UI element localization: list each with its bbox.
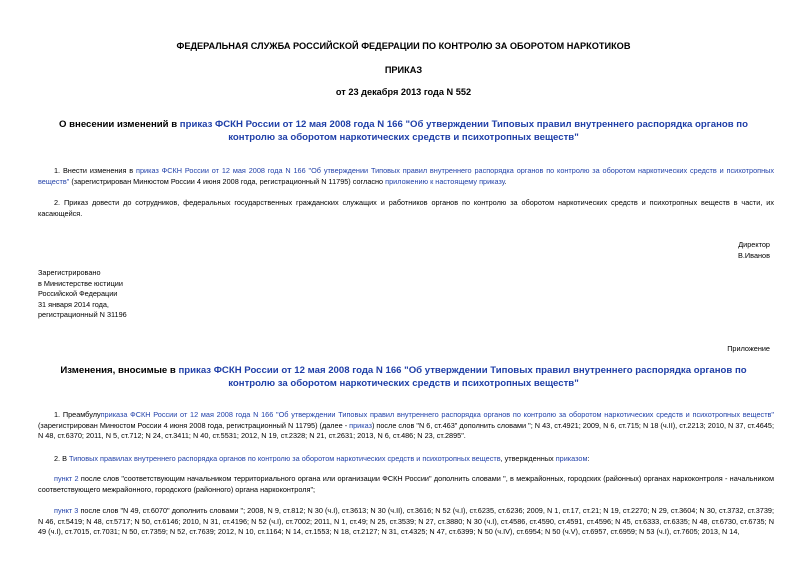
para1-order-link[interactable]: приказ ФСКН России от 12 мая 2008 года N 166 "Об утверждении Типовых правил внутреннего распорядка органов по контролю за оборотом наркотических средств и психотропных веществ" (38, 166, 774, 186)
title-prefix: О внесении изменений в (59, 119, 180, 130)
app-para1-prikaz-link[interactable]: приказ (349, 420, 372, 430)
appendix-title-prefix: Изменения, вносимые в (60, 365, 179, 376)
app-para1-text-1: 1. Преамбулу (54, 410, 101, 419)
appendix-title-link[interactable]: приказ ФСКН России от 12 мая 2008 года N 166 "Об утверждении Типовых правил внутреннего распорядка органов по контролю за оборотом наркотических средств и психотропных веществ" (178, 365, 747, 389)
app-para2-text-1: 2. В (54, 454, 70, 463)
app-para4-text: после слов "N 49, ст.6070" дополнить словами "; 2008, N 9, ст.812; N 30 (ч.I), ст.3613; N 30 (ч.II), ст.3616; N 52 (ч.I), ст.6235, ст.6236; 2009, N 1, ст.17, ст.21; N 19, ст.2270; N 29, ст.3604; N 30, ст.3732, ст.3739; N 46, ст.5419; N 48, ст.5717; N 50, ст.6146; 2010, N 31, ст.4196; N 52 (ч.I), ст.7002; 2011, N 1, ст.49; N 25, ст.3539; N 27, ст.3880; N 30 (ч.I), ст.4586, ст.4590, ст.4591, ст.4596; N 45, ст.6333, ст.6335; N 48, ст.6730, ст.6735; N 49 (ч.I), ст.7015, ст.7031; N 50, ст.7359; N 52, ст.7639; 2012, N 10, ст.1164; N 14, ст.1553; N 18, ст.2127; N 31, ст.4325; N 47, ст.6399; N 50 (ч.IV), ст.6954; N 50 (ч.V), ст.6957, ст.6959; N 53 (ч.I), ст.7605; 2013, N 14, (38, 506, 774, 537)
registration-line-3: Российской Федерации (38, 289, 118, 299)
document-title (50, 118, 757, 144)
doc-type: ПРИКАЗ (384, 65, 423, 75)
app-para1-text-2: (зарегистрирован Минюстом России 4 июня 2008 года, регистрационный N 11795) (далее - (38, 420, 350, 430)
registration-line-4: 31 января 2014 года, (38, 299, 109, 309)
signature-block (738, 240, 770, 261)
para1-text-2: (зарегистрирован Минюстом России 4 июня 2008 года, регистрационный N 11795) согласно (69, 176, 386, 186)
registration-block (38, 268, 127, 321)
app-para2-text-3: : (587, 454, 590, 463)
appendix-label: Приложение (727, 344, 770, 353)
app-para4-point-link[interactable]: пункт 3 (54, 506, 79, 515)
app-para2-text-2: , утвержденных (500, 454, 556, 463)
app-para1-order-link[interactable]: приказа ФСКН России от 12 мая 2008 года N 166 "Об утверждении Типовых правил внутреннего распорядка органов по контролю за оборотом наркотических средств и психотропных веществ" (100, 410, 774, 419)
app-para3-text: после слов "соответствующим начальником территориального органа или организации ФСКН России" дополнить словами ", в межрайонных, городских (районных) органах наркоконтроля - начальником соответствующего межрайонного, городского (районного) органа наркоконтроля"; (38, 474, 774, 494)
doc-date-number: от 23 декабря 2013 года N 552 (335, 87, 472, 97)
appendix-paragraph-4 (38, 506, 774, 538)
appendix-paragraph-3 (38, 474, 774, 495)
signature-name: В.Иванов (738, 250, 770, 260)
title-order-link[interactable]: приказ ФСКН России от 12 мая 2008 года N 166 "Об утверждении Типовых правил внутреннего распорядка органов по контролю за оборотом наркотических средств и психотропных веществ" (179, 119, 748, 143)
registration-line-1: Зарегистрировано (38, 268, 101, 277)
para1-text-1: 1. Внести изменения в (54, 166, 137, 175)
appendix-paragraph-2 (38, 454, 774, 465)
app-para2-rules-link[interactable]: Типовых правилах внутреннего распорядка органов по контролю за оборотом наркотических средств и психотропных веществ (69, 454, 501, 463)
paragraph-1 (38, 166, 774, 187)
registration-line-2: в Министерстве юстиции (38, 278, 123, 288)
appendix-title (50, 364, 757, 390)
app-para2-prikaz-link[interactable]: приказом (555, 454, 588, 463)
paragraph-2: 2. Приказ довести до сотрудников, федеральных государственных гражданских служащих и работников органов по контролю за оборотом наркотических средств и психотропных веществ в части, их касающейся. (38, 198, 774, 218)
app-para1-text-3: ) после слов "N 6, ст.463" дополнить словами "; N 43, ст.4921; 2009, N 6, ст.715; N 18 (ч.II), ст.2213; 2010, N 37, ст.4645; N 48, ст.6370; 2011, N 5, ст.712; N 24, ст.3411; N 40, ст.5531; 2012, N 19, ст.2328; N 21, ст.2631; 2013, N 6, ст.486; N 23, ст.2895". (38, 420, 774, 441)
agency-header: ФЕДЕРАЛЬНАЯ СЛУЖБА РОССИЙСКОЙ ФЕДЕРАЦИИ ПО КОНТРОЛЮ ЗА ОБОРОТОМ НАРКОТИКОВ (176, 41, 631, 51)
para1-text-3: . (504, 176, 507, 186)
signature-position: Директор (738, 240, 770, 249)
para1-appendix-link[interactable]: приложению к настоящему приказу (385, 176, 505, 186)
appendix-paragraph-1 (38, 410, 774, 442)
app-para3-point-link[interactable]: пункт 2 (54, 474, 79, 483)
registration-line-5: регистрационный N 31196 (38, 310, 127, 320)
